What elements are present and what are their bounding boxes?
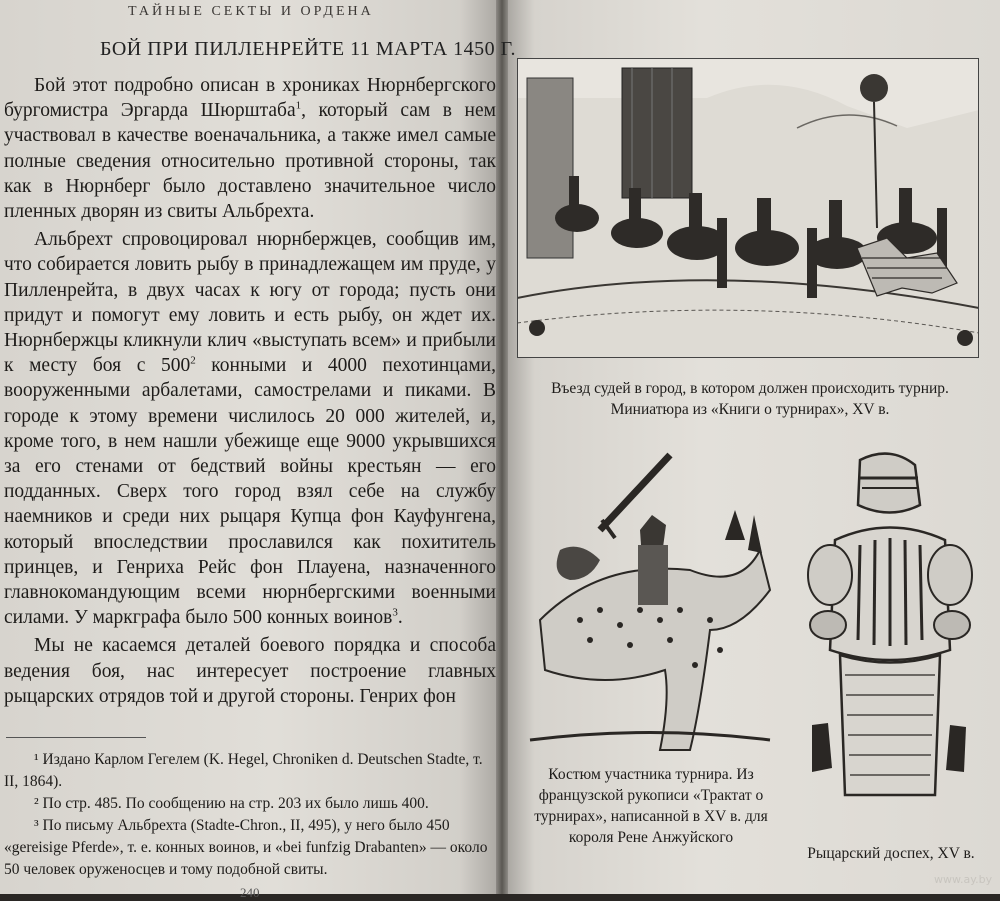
page-number: 240 bbox=[240, 885, 260, 900]
footnote-ref[interactable]: 2 bbox=[190, 354, 196, 367]
footnote: ¹ Издано Карлом Гегелем (K. Hegel, Chroniken d. Deutschen Stadte, т. II, 1864). bbox=[4, 751, 483, 790]
footnote-ref[interactable]: 1 bbox=[295, 99, 302, 112]
footnote: ³ По письму Альбрехта (Stadte-Chron., II, 495), у него было 450 «gereisige Pferde», т. е. конных воинов, и «bei funfzig Drabanten» — около 50 человек оруженосцев и тому подобной свиты. bbox=[4, 817, 488, 878]
caption-procession: Въезд судей в город, в котором должен происходить турнир. Миниатюра из «Книги о турнирах», XV в. bbox=[551, 380, 949, 418]
knight-armor-illustration bbox=[800, 450, 980, 820]
caption-tournament-costume: Костюм участника турнира. Из французской рукописи «Трактат о турнирах», написанной в XV в. для короля Рене Анжуйского bbox=[534, 766, 768, 846]
tournament-knight-illustration bbox=[520, 450, 780, 760]
procession-illustration bbox=[517, 58, 979, 358]
footnote: ² По стр. 485. По сообщению на стр. 203 их было лишь 400. bbox=[34, 795, 429, 812]
body-text bbox=[4, 73, 496, 709]
footnote-divider bbox=[6, 737, 146, 738]
paragraph: Альбрехт спровоцировал нюрнбержцев, сообщив им, что собирается ловить рыбу в принадлежащем им пруде, у Пилленрейта, в двух часах к югу от города; пусть они придут и помогут ему ловить и есть рыбу, он ждет их. Нюрнбержцы кликнули клич «выступать всем» и прибыли к месту боя с $500^2$ конными и 4000 пехотинцами, вооруженными арбалетами, самострелами и пиками. В городе к этому времени числилось 20 000 жителей, и, кроме того, в нем нашли убежище еще 9000 укрывшихся за его стенами от бедствий войны крестьян — его подданных. Сверх того город взял себе на службу наемников и среди них рыцаря Купца фон Кауфунгена, который впоследствии прославился как похититель принцев, и Генриха Рейс фон Плауена, назначенного главнокомандующим всеми нюрнбергскими военными силами. У маркграфа было 500 конных воинов$^3$. bbox=[4, 229, 496, 629]
paragraph: Бой этот подробно описан в хрониках Нюрнбергского бургомистра Эргарда Шюрштаба$^1$, который сам в нем участвовал в качестве военачальника, а также имел самые полные сведения относительно противной стороны, так как в Нюрнберг было доставлено значительное число пленных дворян из свиты Альбрехта. bbox=[4, 75, 496, 223]
chapter-title: БОЙ ПРИ ПИЛЛЕНРЕЙТЕ 11 МАРТА 1450 Г. bbox=[100, 38, 516, 60]
caption-armor: Рыцарский доспех, XV в. bbox=[807, 845, 975, 862]
watermark: www.ay.by bbox=[934, 873, 993, 886]
paragraph: Мы не касаемся деталей боевого порядка и способа ведения боя, нас интересует построение главных рыцарских отрядов той и другой стороны. Генрих фон bbox=[4, 635, 496, 707]
footnote-ref[interactable]: 3 bbox=[392, 606, 398, 619]
footnotes bbox=[4, 749, 496, 881]
book-gutter bbox=[496, 0, 508, 894]
running-head: ТАЙНЫЕ СЕКТЫ И ОРДЕНА bbox=[128, 4, 374, 19]
